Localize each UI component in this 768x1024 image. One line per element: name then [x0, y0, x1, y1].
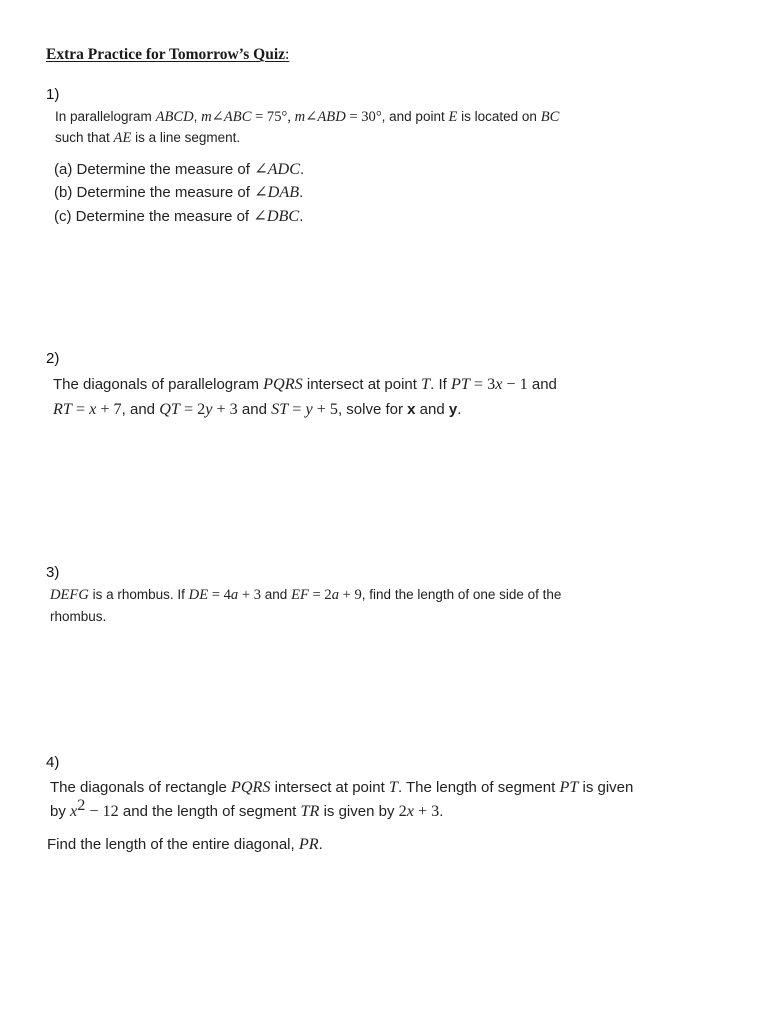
- question-1c: [54, 206, 303, 226]
- math-value: + 7: [96, 400, 122, 418]
- math-rt: RT: [53, 400, 72, 418]
- math-value: + 3: [413, 802, 440, 820]
- text: , and: [121, 401, 160, 418]
- text: is a rhombus. If: [88, 587, 189, 602]
- text: (c) Determine the measure of: [54, 208, 254, 225]
- math-a: a: [331, 587, 339, 603]
- math-value: = 3: [469, 375, 496, 393]
- math-angle-dab: ∠DAB: [254, 183, 300, 201]
- text: In parallelogram: [55, 109, 156, 124]
- question-3-line-1: [50, 587, 561, 604]
- text: (b) Determine the measure of: [54, 184, 255, 201]
- text: is given: [578, 779, 634, 796]
- math-qt: QT: [159, 400, 180, 418]
- question-2-line-2: [53, 400, 461, 419]
- math-value: + 3: [212, 400, 238, 418]
- math-value: − 1: [502, 375, 528, 393]
- math-exponent: 2: [77, 796, 86, 814]
- text: (a) Determine the measure of: [54, 161, 255, 178]
- math-defg: DEFG: [50, 587, 89, 603]
- math-st: ST: [271, 400, 289, 418]
- text: .: [439, 803, 444, 820]
- math-ae: AE: [113, 130, 132, 146]
- text: , find the length of one side of the: [361, 587, 562, 602]
- math-value: = 75°,: [251, 109, 295, 125]
- math-x: x: [70, 802, 78, 820]
- title-text: Extra Practice for Tomorrow’s Quiz: [46, 46, 286, 63]
- math-y: y: [305, 400, 313, 418]
- text: and: [527, 376, 557, 393]
- math-de: DE: [188, 587, 209, 603]
- page-title: [46, 46, 289, 64]
- math-value: + 5: [312, 400, 338, 418]
- question-4-line-2: [50, 796, 444, 821]
- math-value: = 2: [308, 587, 332, 603]
- text: .: [300, 161, 305, 178]
- math-value: = 2: [179, 400, 206, 418]
- text: and: [415, 401, 449, 418]
- math-t: T: [421, 375, 431, 393]
- math-x: x: [406, 802, 414, 820]
- math-t: T: [388, 778, 398, 796]
- text: , and point: [381, 109, 449, 124]
- question-1b: [54, 182, 303, 202]
- text: is a line segment.: [131, 130, 241, 145]
- math-value: = 30°: [345, 109, 382, 125]
- text: , solve for: [337, 401, 408, 418]
- text: such that: [55, 130, 114, 145]
- text: intersect at point: [302, 376, 422, 393]
- text: .: [457, 401, 462, 418]
- text: .: [299, 184, 304, 201]
- math-pqrs: PQRS: [263, 375, 303, 393]
- text: ,: [193, 109, 202, 124]
- text: The diagonals of parallelogram: [53, 376, 264, 393]
- text: . The length of segment: [397, 779, 560, 796]
- question-3-line-2: rhombus.: [50, 609, 107, 624]
- text: Find the length of the entire diagonal,: [47, 836, 299, 853]
- math-pr: PR: [298, 835, 319, 853]
- bold-y: y: [448, 401, 458, 418]
- bold-x: x: [407, 401, 416, 418]
- math-value: =: [71, 400, 90, 418]
- math-angle-adc: ∠ADC: [254, 160, 301, 178]
- math-pt: PT: [450, 375, 470, 393]
- question-2-line-1: [53, 375, 557, 394]
- math-x: x: [495, 375, 503, 393]
- text: is located on: [457, 109, 541, 124]
- text: .: [318, 836, 323, 853]
- math-angle-dbc: ∠DBC: [253, 207, 300, 225]
- question-1-intro-line-1: [55, 108, 559, 126]
- text: . If: [430, 376, 451, 393]
- math-value: 2: [398, 802, 407, 820]
- text: and: [261, 587, 292, 602]
- math-y: y: [205, 400, 213, 418]
- math-pqrs: PQRS: [230, 778, 271, 796]
- question-2-number: 2): [46, 350, 60, 367]
- math-x: x: [89, 400, 97, 418]
- question-4-line-3: [47, 835, 323, 854]
- text: is given by: [319, 803, 399, 820]
- math-value: − 12: [85, 802, 119, 820]
- math-angle-abd: m∠ABD: [294, 109, 346, 125]
- text: by: [50, 803, 71, 820]
- math-a: a: [230, 587, 239, 603]
- question-1-intro-line-2: [55, 130, 240, 147]
- text: intersect at point: [270, 779, 389, 796]
- math-e: E: [448, 109, 458, 125]
- math-tr: TR: [300, 802, 320, 820]
- math-value: + 9: [338, 587, 362, 603]
- math-angle-abc: m∠ABC: [201, 109, 252, 125]
- title-colon: :: [285, 46, 290, 63]
- math-value: + 3: [238, 587, 262, 603]
- math-value: = 4: [208, 587, 231, 603]
- text: .: [299, 208, 304, 225]
- text: and: [237, 401, 272, 418]
- math-value: =: [288, 400, 306, 418]
- question-3-number: 3): [46, 564, 60, 581]
- question-4-line-1: [50, 778, 633, 797]
- math-pt: PT: [559, 778, 579, 796]
- math-abcd: ABCD: [155, 109, 194, 125]
- math-bc: BC: [540, 109, 560, 125]
- math-ef: EF: [291, 587, 309, 603]
- text: The diagonals of rectangle: [50, 779, 231, 796]
- question-1-number: 1): [46, 86, 60, 103]
- text: and the length of segment: [118, 803, 301, 820]
- question-1a: [54, 159, 304, 179]
- question-4-number: 4): [46, 754, 60, 771]
